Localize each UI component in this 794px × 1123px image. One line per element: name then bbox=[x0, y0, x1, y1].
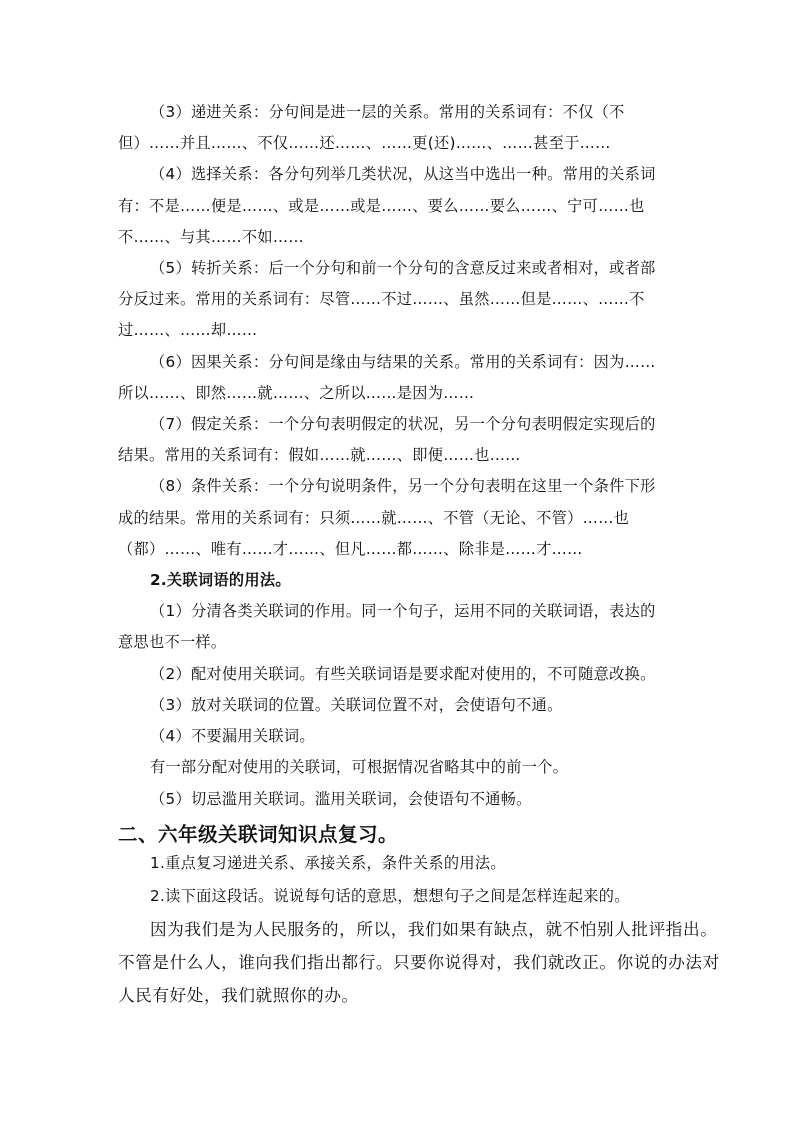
text-line: 但）……并且……、不仅……还……、……更(还)……、……甚至于…… bbox=[118, 134, 611, 152]
text-line: 成的结果。常用的关系词有：只须……就……、不管（无论、不管）……也 bbox=[118, 509, 630, 527]
text-line: （4）不要漏用关联词。 bbox=[150, 727, 315, 745]
passage-line: 因为我们是为人民服务的，所以，我们如果有缺点，就不怕别人批评指出。 bbox=[150, 920, 718, 939]
text-line: 有：不是……便是……、或是……或是……、要么……要么……、宁可……也 bbox=[118, 197, 645, 215]
text-line: （3）递进关系：分句间是进一层的关系。常用的关系词有：不仅（不 bbox=[150, 103, 625, 121]
section-heading: 二、六年级关联词知识点复习。 bbox=[118, 823, 399, 846]
text-line: （1）分清各类关联词的作用。同一个句子，运用不同的关联词语，表达的 bbox=[150, 602, 656, 620]
text-line: 所以……、即然……就……、之所以……是因为…… bbox=[118, 384, 475, 402]
text-line: （都）……、唯有……才……、但凡……都……、除非是……才…… bbox=[118, 540, 583, 558]
passage-line: 不管是什么人，谁向我们指出都行。只要你说得对，我们就改正。你说的办法对 bbox=[118, 953, 720, 972]
text-line: （5）转折关系：后一个分句和前一个分句的含意反过来或者相对，或者部 bbox=[150, 259, 656, 277]
text-line: 有一部分配对使用的关联词，可根据情况省略其中的前一个。 bbox=[150, 758, 569, 776]
text-line: （8）条件关系：一个分句说明条件，另一个分句表明在这里一个条件下形 bbox=[150, 477, 656, 495]
text-line: （5）切忌滥用关联词。滥用关联词，会使语句不通畅。 bbox=[150, 790, 532, 808]
text-line: （3）放对关联词的位置。关联词位置不对，会使语句不通。 bbox=[150, 696, 563, 714]
text-line: 过……、……却…… bbox=[118, 321, 258, 339]
text-line: 2.读下面这段话。说说每句话的意思，想想句子之间是怎样连起来的。 bbox=[150, 887, 630, 905]
text-line: 意思也不一样。 bbox=[118, 633, 227, 651]
text-line: 结果。常用的关系词有：假如……就……、即便……也…… bbox=[118, 446, 521, 464]
section-subheading: 2.关联词语的用法。 bbox=[150, 571, 291, 589]
text-line: 1.重点复习递进关系、承接关系，条件关系的用法。 bbox=[150, 854, 506, 872]
text-line: （7）假定关系：一个分句表明假定的状况，另一个分句表明假定实现后的 bbox=[150, 415, 656, 433]
text-line: 不……、与其……不如…… bbox=[118, 228, 304, 246]
text-line: （6）因果关系：分句间是缘由与结果的关系。常用的关系词有：因为…… bbox=[150, 353, 656, 371]
passage-line: 人民有好处，我们就照你的办。 bbox=[118, 986, 359, 1005]
text-line: 分反过来。常用的关系词有：尽管……不过……、虽然……但是……、……不 bbox=[118, 290, 645, 308]
text-line: （2）配对使用关联词。有些关联词语是要求配对使用的，不可随意改换。 bbox=[150, 665, 656, 683]
text-line: （4）选择关系：各分句列举几类状况，从这当中选出一种。常用的关系词 bbox=[150, 165, 656, 183]
